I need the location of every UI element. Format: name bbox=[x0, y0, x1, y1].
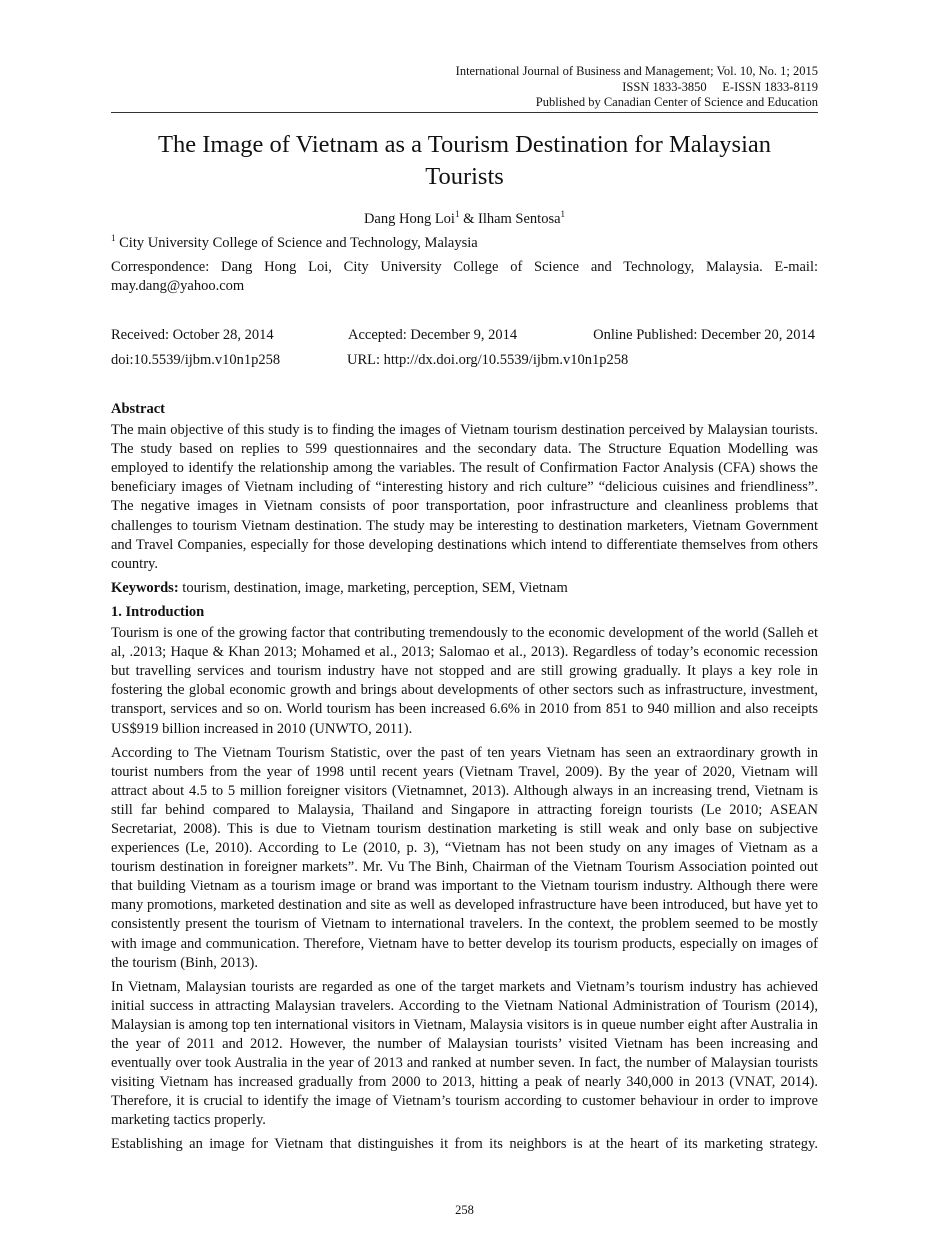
affiliation-text: City University College of Science and Technology, Malaysia bbox=[115, 234, 478, 251]
abstract-heading: Abstract bbox=[111, 401, 165, 417]
author-name: Dang Hong Loi bbox=[363, 210, 455, 227]
intro-paragraph-4: Establishing an image for Vietnam that distinguishes it from its neighbors is at the heart of its marketing strategy. bbox=[111, 1136, 818, 1153]
page-number: 258 bbox=[455, 1203, 474, 1217]
correspondence: Correspondence: Dang Hong Loi, City University College of Science and Technology, Malaysia. E-mail: may.dang@yahoo.com bbox=[111, 259, 818, 294]
published-date: Online Published: December 20, 2014 bbox=[593, 327, 815, 343]
section-heading-introduction: 1. Introduction bbox=[111, 603, 205, 620]
author-list bbox=[111, 209, 818, 228]
abstract-text: The main objective of this study is to finding the images of Vietnam tourism destination perceived by Malaysian tourists. The study based on replies to 599 questionnaires and the secondary data. The Structure Equation Modelling was employed to identify the relationship among the variables. The result of Confirmation Factor Analysis (CFA) shows the beneficiary images of Vietnam including of “interesting history and rich culture” “delicious cuisines and friendliness”. The negative images in Vietnam consists of poor transportation, poor infrastructure and cleanliness problems that challenges to tourism Vietnam destination. The study may be interesting to destination marketers, Vietnam Government and Travel Companies, especially for those developing destinations which intend to differentiate themselves from others country. bbox=[111, 422, 818, 572]
intro-paragraph-2: According to The Vietnam Tourism Statistic, over the past of ten years Vietnam has seen an extraordinary growth in tourist numbers from the year of 1998 until recent years (Vietnam Travel, 2009). By the year of 2020, Vietnam will attract about 4.5 to 5 million foreigner visitors (Vietnamnet, 2013). Although always in an increasing trend, Vietnam is still far behind compared to Malaysia, Thailand and Singapore in attracting foreign tourists (Le 2010; ASEAN Secretariat, 2008). This is due to Vietnam tourism destination marketing is still weak and only base on subjective experiences (Le, 2010). According to Le (2010, p. 3), “Vietnam has not been study on any images of Vietnam as a tourism destination in foreigner markets”. Mr. Vu The Binh, Chairman of the Vietnam Tourism Association pointed out that building Vietnam as a tourism image or brand was important to the Vietnam tourism industry. Although there were many promotions, marketed destination and site as well as developed infrastructure have been introduced, but have yet to consistently present the tourism of Vietnam to international travelers. In the context, the problem seemed to be mostly with image and communication. Therefore, Vietnam have to better develop its tourism products, especially on images of the tourism (Binh, 2013). bbox=[111, 744, 818, 971]
journal-header bbox=[111, 64, 818, 111]
paper-title bbox=[111, 129, 818, 193]
accepted-date: Accepted: December 9, 2014 bbox=[348, 327, 518, 343]
title-line-2: Tourists bbox=[425, 163, 504, 190]
journal-publisher: Published by Canadian Center of Science and Education bbox=[535, 95, 818, 109]
journal-issn: ISSN 1833-3850 E-ISSN 1833-8119 bbox=[622, 79, 818, 94]
author-name: Ilham Sentosa bbox=[477, 210, 561, 227]
paper-body bbox=[111, 400, 818, 1160]
author-affiliation-mark: 1 bbox=[560, 209, 566, 219]
affiliation bbox=[111, 233, 478, 252]
intro-paragraph-1: Tourism is one of the growing factor that contributing tremendously to the economic development of the world (Salleh et al, .2013; Haque & Khan 2013; Mohamed et al., 2013; Salomao et al., 2013). Regardless of today’s economic recession but travelling services and tourism industry have not stopped and are still growing gradually. It plays a key role in fostering the global economic growth and brings about developments of other sectors such as infrastructure, investment, transport, services and so on. World tourism has been increased 6.6% in 2010 from 851 to 940 million and also receipts US$919 billion increased in 2010 (UNWTO, 2011). bbox=[111, 625, 818, 737]
author-affiliation-mark: 1 bbox=[454, 209, 460, 219]
keywords-text: tourism, destination, image, marketing, perception, SEM, Vietnam bbox=[178, 579, 568, 596]
affiliation-mark: 1 bbox=[111, 233, 116, 243]
title-line-1: The Image of Vietnam as a Tourism Destination for Malaysian bbox=[157, 131, 771, 158]
doi: doi:10.5539/ijbm.v10n1p258 bbox=[111, 352, 281, 368]
author-separator: & bbox=[459, 210, 478, 227]
keywords bbox=[111, 579, 818, 598]
intro-paragraph-3: In Vietnam, Malaysian tourists are regarded as one of the target markets and Vietnam’s tourism industry has achieved initial success in attracting Malaysian travelers. According to the Vietnam National Administration of Tourism (2014), Malaysian is among top ten international visitors in Vietnam, Malaysia visitors is in queue number eight after Australia in the year of 2011 and 2012. However, the number of Malaysian tourists’ visited Vietnam has been increasing and eventually over took Australia in the year of 2013 and ranked at number seven. In fact, the number of Malaysian tourists visiting Vietnam has increased gradually from 2000 to 2013, hitting a peak of nearly 340,000 in 2013 (VNAT, 2014). Therefore, it is crucial to identify the image of Vietnam’s tourism according to customer behaviour in order to improve marketing tactics properly. bbox=[111, 978, 818, 1129]
keywords-label: Keywords: bbox=[111, 579, 179, 596]
received-date: Received: October 28, 2014 bbox=[111, 327, 274, 343]
journal-citation: International Journal of Business and Management; Vol. 10, No. 1; 2015 bbox=[455, 64, 818, 78]
doi-url: URL: http://dx.doi.org/10.5539/ijbm.v10n1p258 bbox=[347, 352, 629, 368]
header-divider bbox=[111, 112, 818, 113]
